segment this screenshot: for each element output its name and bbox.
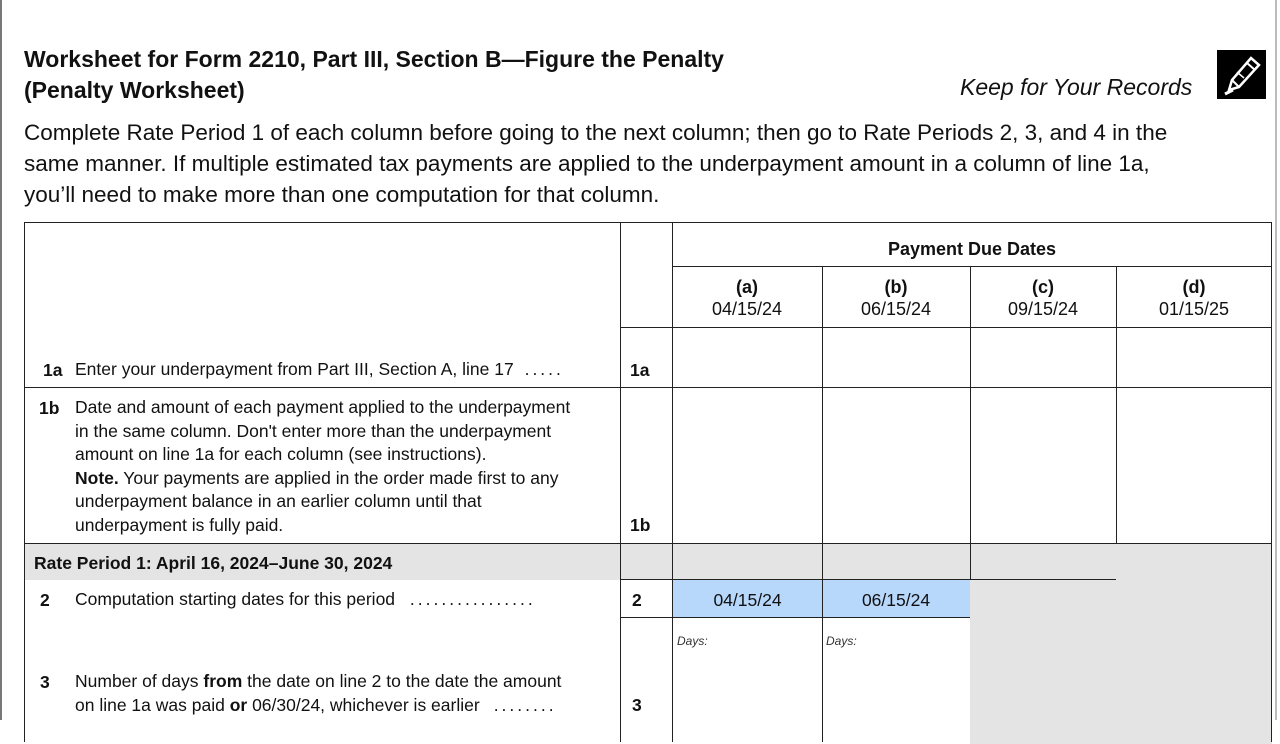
column-a-header: (a) 04/15/24 [711, 277, 783, 319]
line-1a-number: 1a [43, 360, 63, 380]
column-d-header: (d) 01/15/25 [1158, 277, 1230, 319]
scrollbar[interactable] [1275, 0, 1277, 720]
column-c-header: (c) 09/15/24 [1007, 277, 1079, 319]
line-3-text: Number of days from the date on line 2 to the date the amount on line 1a was paid or 06/30/24, whichever is earlier ........ [75, 671, 562, 715]
unused-columns-shade [970, 544, 1272, 744]
line-1b-number: 1b [39, 398, 60, 418]
line-1b-ref: 1b [630, 515, 651, 535]
line-3-days-label-a: Days: [677, 634, 708, 648]
line-3-ref: 3 [632, 695, 642, 715]
page-left-edge [0, 0, 2, 720]
line-1a-ref: 1a [630, 360, 650, 380]
rate-period-1-heading: Rate Period 1: April 16, 2024–June 30, 2024 [34, 553, 393, 573]
instructions-line-2: same manner. If multiple estimated tax payments are applied to the underpayment amount in a column of line 1a, [24, 151, 1150, 176]
line-3-number: 3 [40, 672, 50, 692]
column-b-header: (b) 06/15/24 [860, 277, 932, 319]
line-1a-text: Enter your underpayment from Part III, Section A, line 17 ..... [75, 359, 564, 379]
pencil-icon [1217, 50, 1266, 99]
keep-for-records-label: Keep for Your Records [960, 74, 1193, 100]
page-title [24, 44, 724, 106]
line-2-number: 2 [40, 590, 50, 610]
instructions-line-3: you’ll need to make more than one computation for that column. [24, 182, 660, 207]
line-2-value-b: 06/15/24 [861, 590, 931, 610]
line-2-value-a: 04/15/24 [713, 590, 782, 610]
line-2-text: Computation starting dates for this period ................ [75, 589, 536, 609]
line-3-days-label-b: Days: [826, 634, 857, 648]
instructions-paragraph [24, 117, 1274, 210]
title-line-1: Worksheet for Form 2210, Part III, Section B—Figure the Penalty [24, 46, 724, 72]
instructions-line-1: Complete Rate Period 1 of each column before going to the next column; then go to Rate Periods 2, 3, and 4 in the [24, 120, 1168, 145]
payment-due-dates-header: Payment Due Dates [887, 239, 1057, 259]
line-1b-text: Date and amount of each payment applied to the underpayment in the same column. Don't enter more than the underpayment amount on line 1a for each column (see instructions). Note. Your payments are applied in the order made first to any underpayment balance in an earlier column until that underpayment is fully paid. [75, 397, 571, 535]
line-2-ref: 2 [632, 590, 642, 610]
title-line-2: (Penalty Worksheet) [24, 77, 245, 103]
penalty-worksheet-table [24, 222, 1272, 742]
